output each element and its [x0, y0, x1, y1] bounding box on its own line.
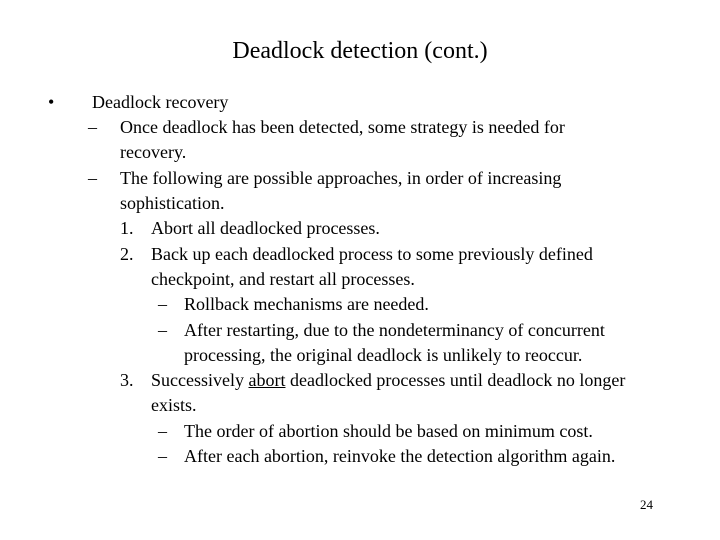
- subitem-marker: –: [88, 168, 97, 188]
- approach-text-part: Successively: [151, 370, 249, 390]
- bullet-marker: •: [48, 92, 55, 112]
- approach-text: [151, 368, 625, 393]
- bullet-heading: Deadlock recovery: [92, 92, 229, 112]
- slide-title: Deadlock detection (cont.): [232, 38, 488, 64]
- subpoint-text: processing, the original deadlock is unlikely to reoccur.: [184, 345, 583, 365]
- subpoint-text: After restarting, due to the nondeterminancy of concurrent: [184, 320, 605, 340]
- subpoint-marker: –: [158, 446, 167, 466]
- subitem-text: recovery.: [120, 142, 187, 162]
- approach-number: 3.: [120, 370, 134, 390]
- subpoint-text: The order of abortion should be based on minimum cost.: [184, 421, 593, 441]
- subitem-text: The following are possible approaches, in order of increasing: [120, 168, 562, 188]
- subitem-marker: –: [88, 117, 97, 137]
- subitem-text: sophistication.: [120, 193, 225, 213]
- page-number: 24: [640, 497, 653, 512]
- approach-text: Back up each deadlocked process to some previously defined: [151, 244, 593, 264]
- subpoint-text: Rollback mechanisms are needed.: [184, 294, 429, 314]
- approach-text: exists.: [151, 395, 197, 415]
- approach-text-part: deadlocked processes until deadlock no longer: [285, 370, 626, 390]
- approach-text: Abort all deadlocked processes.: [151, 218, 380, 238]
- underlined-word: abort: [248, 370, 286, 390]
- approach-text: checkpoint, and restart all processes.: [151, 269, 415, 289]
- approach-number: 2.: [120, 244, 134, 264]
- subpoint-marker: –: [158, 421, 167, 441]
- subpoint-marker: –: [158, 320, 167, 340]
- subpoint-text: After each abortion, reinvoke the detection algorithm again.: [184, 446, 616, 466]
- approach-number: 1.: [120, 218, 134, 238]
- subpoint-marker: –: [158, 294, 167, 314]
- subitem-text: Once deadlock has been detected, some strategy is needed for: [120, 117, 565, 137]
